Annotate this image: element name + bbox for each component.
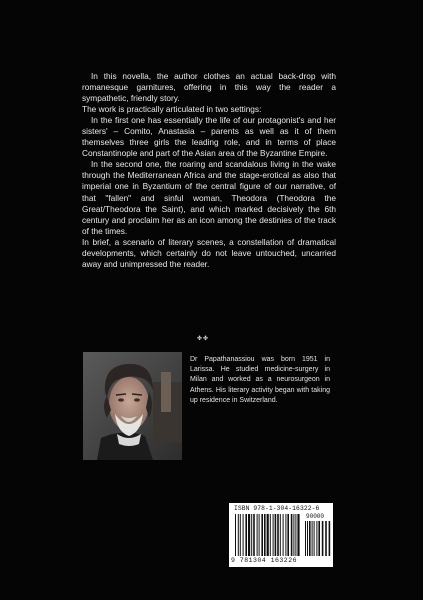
barcode-bar — [264, 514, 266, 556]
author-bio: Dr Papathanassiou was born 1951 in Larissa. He studied medicine-surgery in Milan and worked as a neurosurgeon in Athens. His literary activity began with taking up residence in Switzerland. — [190, 356, 330, 404]
barcode-addon-bar — [307, 521, 308, 556]
barcode-bar — [277, 514, 279, 556]
barcode-bar — [287, 514, 289, 556]
ornament-glyph: ✤✤ — [197, 336, 210, 342]
author-photo — [83, 352, 182, 460]
barcode-bar — [257, 514, 258, 556]
barcode-bar — [261, 514, 263, 556]
barcode-bar — [235, 514, 236, 556]
barcode-bar — [285, 514, 286, 556]
barcode-digits: 9 781304 163226 — [231, 557, 298, 564]
blurb-text — [82, 71, 336, 270]
barcode-addon-bar — [312, 521, 313, 556]
barcode-bar — [251, 514, 252, 556]
barcode-bar — [280, 514, 281, 556]
blurb-paragraph: In the first one has essentially the life of our protagonist's and her sisters' – Comito, Anastasia – parents as well as it of them themselves three girls the leading role, and in terms of place Constantinople and part of the Asian area of the Byzantine Empire. — [82, 115, 336, 159]
blurb-paragraph: The work is practically articulated in two settings: — [82, 104, 262, 115]
barcode-addon-bar — [322, 521, 324, 556]
blurb-paragraph: In brief, a scenario of literary scenes, a constellation of dramatical developments, which certainly do not leave untouched, uncarried away and unimpressed the reader. — [82, 236, 336, 269]
barcode-bar — [245, 514, 247, 556]
barcode-addon: 90000 — [306, 513, 325, 520]
barcode-bar — [293, 514, 294, 556]
barcode-bar — [259, 514, 260, 556]
isbn-label: ISBN 978-1-304-16322-6 — [234, 505, 320, 512]
barcode-bar — [295, 514, 296, 556]
barcode-addon-bar — [305, 521, 306, 556]
author-portrait-image — [83, 352, 182, 460]
barcode-addon-bar — [314, 521, 315, 556]
barcode-bar — [273, 514, 274, 556]
barcode-addon-bar — [316, 521, 317, 556]
barcode-bar — [248, 514, 250, 556]
barcode-bar — [270, 514, 271, 556]
barcode-bar — [283, 514, 284, 556]
barcode-bar — [253, 514, 255, 556]
barcode-addon-bar — [309, 521, 311, 556]
barcode-addon-bar — [318, 521, 320, 556]
barcode-addon-bar — [325, 521, 327, 556]
blurb-paragraph: In the second one, the roaring and scandalous living in the wake through the Mediterranean Africa and the stage-erotical as also that imperial one in Byzantium of the central figure of our narrative, of that "fallen" and sinful woman, Theodora (Theodora the Great/Theodora the Saint), and which marked decisively the 6th century and proclaim her as an icon among the destinies of the track of the times. — [82, 159, 336, 236]
barcode-bar — [297, 514, 299, 556]
blurb-paragraph: In this novella, the author clothes an actual back-drop with romanesque garnitures, offering in this way the reader a sympathetic, friendly story. — [82, 71, 336, 104]
barcode-bar — [238, 514, 239, 556]
barcode-bar — [267, 514, 269, 556]
barcode-bar — [275, 514, 277, 556]
barcode-bar — [240, 514, 241, 556]
barcode-panel — [229, 503, 333, 567]
barcode-addon-bar — [329, 521, 331, 556]
barcode-bar — [291, 514, 293, 556]
barcode-bar — [243, 514, 244, 556]
